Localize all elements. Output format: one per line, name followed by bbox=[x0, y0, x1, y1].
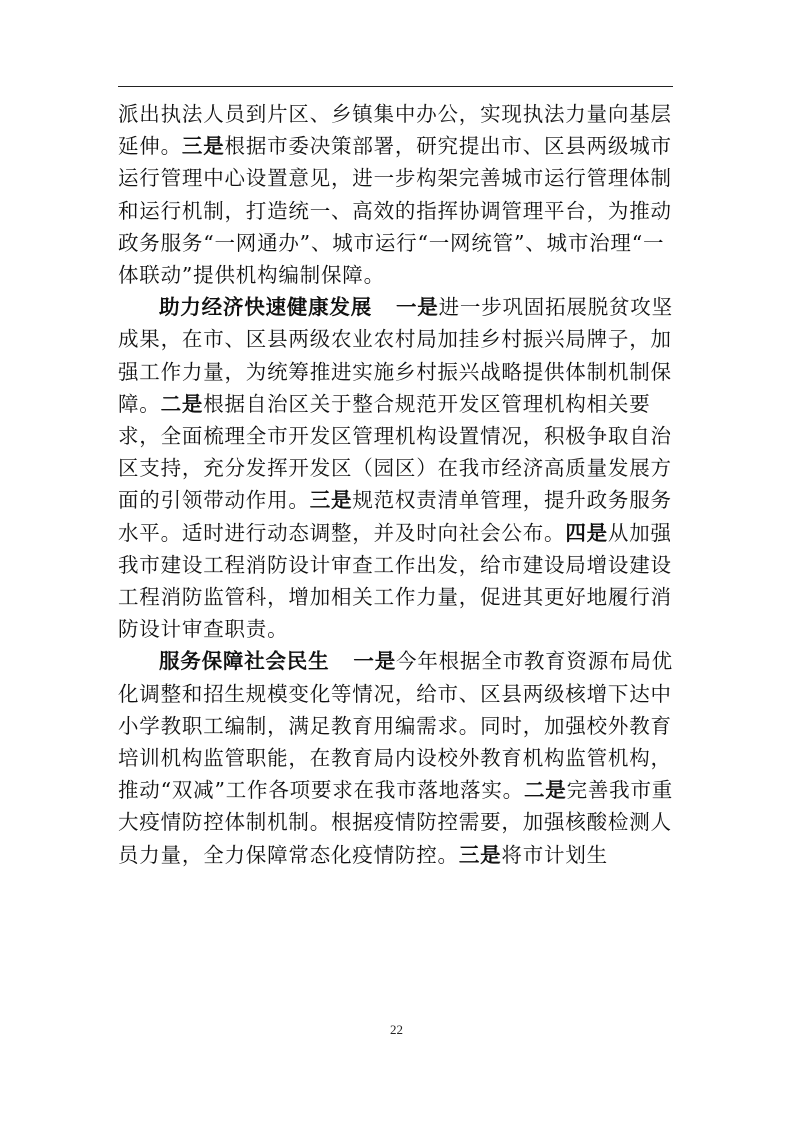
run-bold: 一是 bbox=[353, 649, 397, 674]
header-rule bbox=[118, 86, 673, 87]
paragraph-heading: 助力经济快速健康发展 bbox=[159, 295, 372, 320]
run: 根据市委决策部署，研究提出市、区县两级城市运行管理中心设置意见，进一步构架完善城市运行管理体制和运行机制，打造统一、高效的指挥协调管理平台，为推动政务服务“一网通办”、城市运行“一网统管”、城市治理“一体联动”提供机构编制保障。 bbox=[118, 134, 672, 288]
page-number: 22 bbox=[390, 1022, 403, 1037]
run-bold: 一是 bbox=[396, 295, 439, 320]
run-bold: 二是 bbox=[160, 391, 204, 416]
body-text bbox=[118, 98, 678, 871]
run: 根据自治区关于整合规范开发区管理机构相关要求，全面梳理全市开发区管理机构设置情况，积极争取自治区支持，充分发挥开发区（园区）在我市经济高质量发展方面的引领带动作用。 bbox=[118, 391, 672, 513]
run: 将市计划生 bbox=[501, 842, 608, 867]
paragraph-3 bbox=[118, 645, 678, 870]
run: 进一步巩固拓展脱贫攻坚成果，在市、区县两级农业农村局加挂乡村振兴局牌子，加强工作力量，为统筹推进实施乡村振兴战略提供体制机制保障。 bbox=[118, 295, 673, 416]
run-bold: 三是 bbox=[309, 488, 353, 513]
run: 从加强我市建设工程消防设计审查工作出发，给市建设局增设建设工程消防监管科，增加相关工作力量，促进其更好地履行消防设计审查职责。 bbox=[118, 520, 672, 642]
run-bold: 三是 bbox=[181, 134, 225, 159]
run-bold: 二是 bbox=[523, 778, 567, 803]
run-bold: 三是 bbox=[458, 842, 502, 867]
run-bold: 四是 bbox=[565, 520, 608, 545]
run: 完善我市重大疫情防控体制机制。根据疫情防控需要，加强核酸检测人员力量，全力保障常态化疫情防控。 bbox=[118, 778, 674, 867]
run: 派出执法人员到片区、乡镇集中办公，实现执法力量向基层延伸。 bbox=[118, 102, 672, 159]
paragraph-1 bbox=[118, 98, 678, 291]
run: 规范权责清单管理，提升政务服务水平。适时进行动态调整，并及时向社会公布。 bbox=[118, 488, 672, 545]
paragraph-heading: 服务保障社会民生 bbox=[159, 649, 330, 674]
run: 今年根据全市教育资源布局优化调整和招生规模变化等情况，给市、区县两级核增下达中小学教职工编制，满足教育用编需求。同时，加强校外教育培训机构监管职能，在教育局内设校外教育机构监管机构，推动“双减”工作各项要求在我市落地落实。 bbox=[118, 649, 673, 803]
paragraph-2 bbox=[118, 291, 678, 645]
